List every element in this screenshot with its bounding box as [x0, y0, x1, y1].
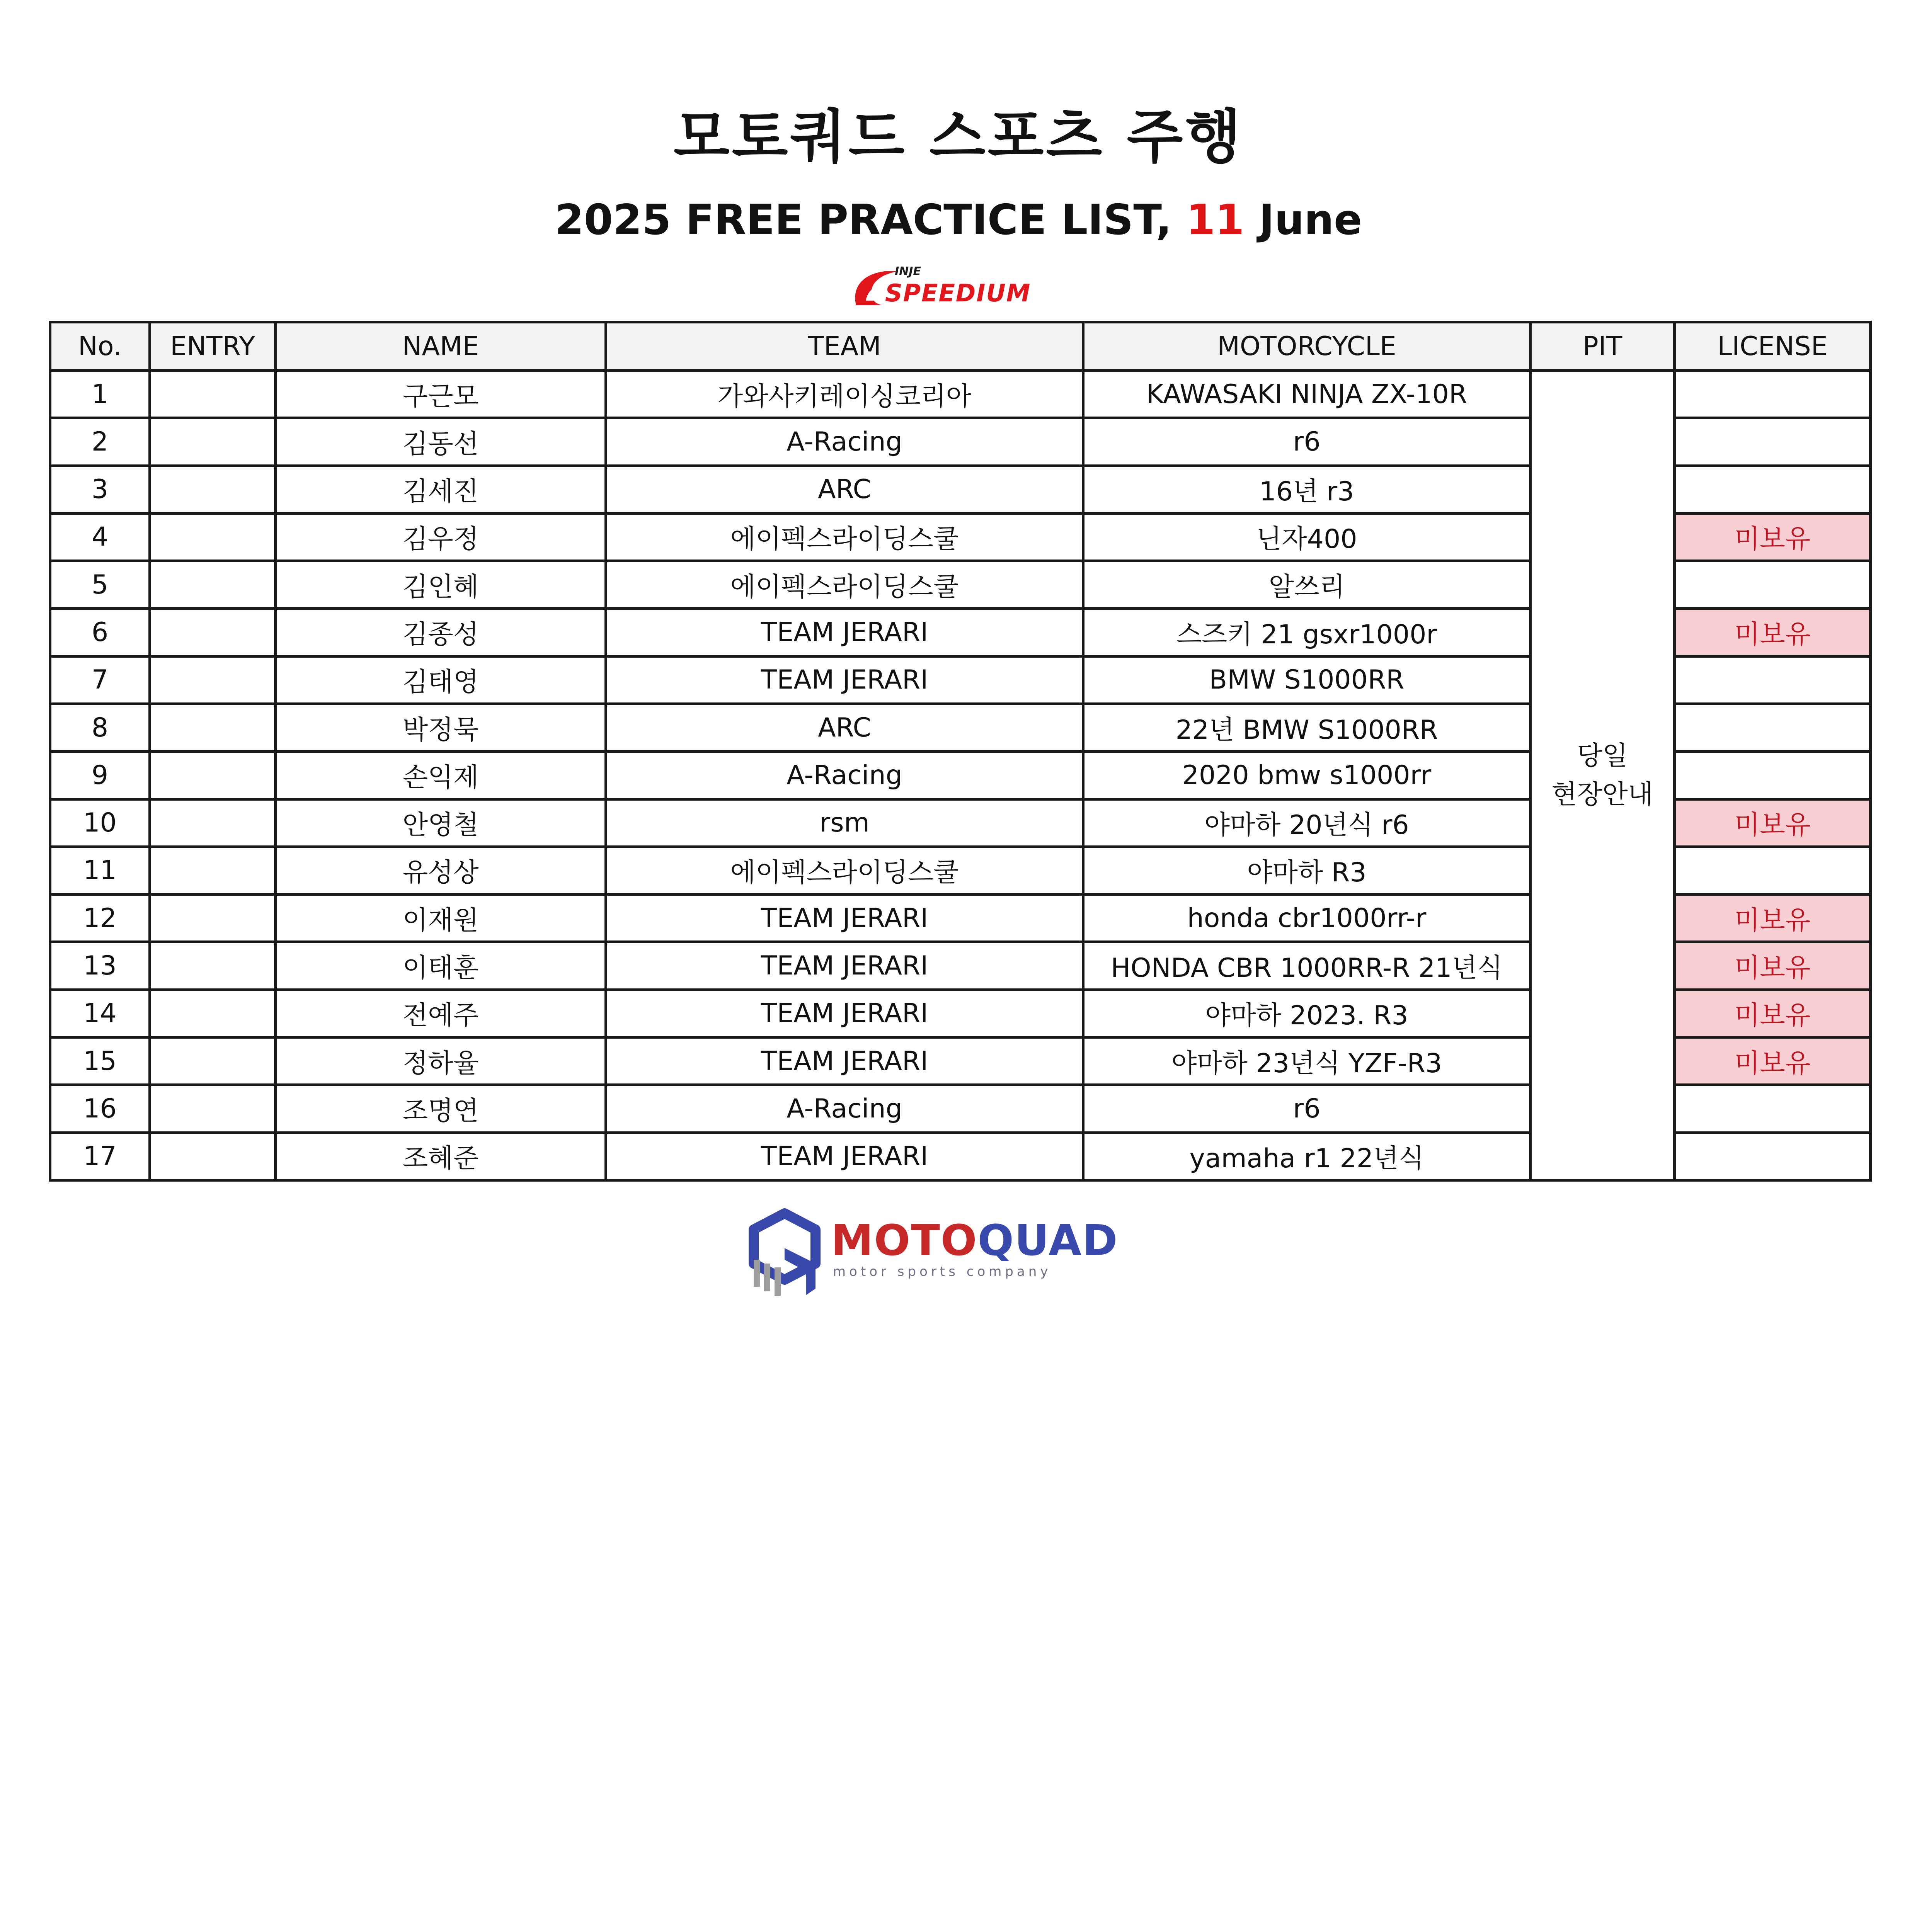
cell-entry	[150, 418, 276, 466]
cell-motorcycle: yamaha r1 22년식	[1083, 1133, 1531, 1180]
cell-name: 이태훈	[276, 942, 606, 990]
col-header-name: NAME	[276, 322, 606, 371]
cell-team: TEAM JERARI	[606, 1037, 1083, 1085]
cell-name: 이재원	[276, 895, 606, 942]
cell-license	[1675, 847, 1871, 894]
cell-no: 10	[50, 799, 150, 847]
cell-team: A-Racing	[606, 418, 1083, 466]
cell-motorcycle: 2020 bmw s1000rr	[1083, 752, 1531, 799]
cell-no: 1	[50, 371, 150, 418]
cell-name: 김태영	[276, 656, 606, 704]
cell-license	[1675, 466, 1871, 513]
subtitle-day: 11	[1186, 196, 1245, 244]
cell-name: 손익제	[276, 752, 606, 799]
cell-name: 전예주	[276, 990, 606, 1037]
cell-no: 8	[50, 704, 150, 751]
cell-team: ARC	[606, 466, 1083, 513]
cell-entry	[150, 704, 276, 751]
cell-team: A-Racing	[606, 1085, 1083, 1133]
cell-no: 17	[50, 1133, 150, 1180]
motoquad-tagline: motor sports company	[833, 1264, 1052, 1279]
cell-entry	[150, 990, 276, 1037]
cell-entry	[150, 656, 276, 704]
cell-no: 6	[50, 609, 150, 656]
cell-motorcycle: r6	[1083, 418, 1531, 466]
cell-name: 정하율	[276, 1037, 606, 1085]
cell-license	[1675, 752, 1871, 799]
motoquad-wordmark-moto: MOTO	[831, 1216, 978, 1265]
cell-team: TEAM JERARI	[606, 1133, 1083, 1180]
cell-team: 에이펙스라이딩스쿨	[606, 847, 1083, 894]
cell-motorcycle: 22년 BMW S1000RR	[1083, 704, 1531, 751]
cell-license	[1675, 704, 1871, 751]
cell-entry	[150, 466, 276, 513]
cell-entry	[150, 1037, 276, 1085]
cell-license	[1675, 1133, 1871, 1180]
col-header-entry: ENTRY	[150, 322, 276, 371]
cell-motorcycle: 야마하 20년식 r6	[1083, 799, 1531, 847]
cell-name: 김동선	[276, 418, 606, 466]
cell-no: 7	[50, 656, 150, 704]
motoquad-wordmark	[831, 1216, 1118, 1265]
cell-entry	[150, 609, 276, 656]
cell-team: TEAM JERARI	[606, 656, 1083, 704]
cell-license	[1675, 1085, 1871, 1133]
cell-motorcycle: 스즈키 21 gsxr1000r	[1083, 609, 1531, 656]
page-subtitle	[0, 191, 1917, 249]
cell-license	[1675, 418, 1871, 466]
cell-entry	[150, 561, 276, 609]
cell-motorcycle: 야마하 23년식 YZF-R3	[1083, 1037, 1531, 1085]
cell-license-missing: 미보유	[1675, 799, 1871, 847]
cell-team: TEAM JERARI	[606, 990, 1083, 1037]
inje-speedium-logo	[848, 263, 1073, 309]
cell-team: 가와사키레이싱코리아	[606, 371, 1083, 418]
cell-motorcycle: r6	[1083, 1085, 1531, 1133]
cell-team: 에이펙스라이딩스쿨	[606, 513, 1083, 561]
cell-license-missing: 미보유	[1675, 942, 1871, 990]
cell-team: 에이펙스라이딩스쿨	[606, 561, 1083, 609]
cell-name: 조혜준	[276, 1133, 606, 1180]
cell-license	[1675, 656, 1871, 704]
cell-no: 9	[50, 752, 150, 799]
cell-no: 11	[50, 847, 150, 894]
cell-name: 김종성	[276, 609, 606, 656]
cell-license	[1675, 371, 1871, 418]
cell-license-missing: 미보유	[1675, 895, 1871, 942]
cell-name: 구근모	[276, 371, 606, 418]
cell-motorcycle: 닌자400	[1083, 513, 1531, 561]
cell-no: 3	[50, 466, 150, 513]
cell-name: 김세진	[276, 466, 606, 513]
motoquad-cube-icon	[754, 1213, 815, 1296]
table-header-row	[50, 322, 1871, 371]
cell-name: 조명연	[276, 1085, 606, 1133]
col-header-team: TEAM	[606, 322, 1083, 371]
cell-name: 박정묵	[276, 704, 606, 751]
col-header-motorcycle: MOTORCYCLE	[1083, 322, 1531, 371]
cell-motorcycle: 알쓰리	[1083, 561, 1531, 609]
cell-no: 14	[50, 990, 150, 1037]
motoquad-logo	[748, 1206, 1134, 1306]
cell-motorcycle: 야마하 R3	[1083, 847, 1531, 894]
cell-motorcycle: 16년 r3	[1083, 466, 1531, 513]
practice-list-table	[49, 321, 1872, 1182]
cell-license-missing: 미보유	[1675, 990, 1871, 1037]
cell-no: 2	[50, 418, 150, 466]
cell-entry	[150, 371, 276, 418]
page-title: 모토쿼드 스포츠 주행	[673, 104, 1244, 171]
cell-team: TEAM JERARI	[606, 942, 1083, 990]
cell-name: 안영철	[276, 799, 606, 847]
col-header-no: No.	[50, 322, 150, 371]
cell-team: ARC	[606, 704, 1083, 751]
cell-team: A-Racing	[606, 752, 1083, 799]
cell-no: 15	[50, 1037, 150, 1085]
cell-license	[1675, 561, 1871, 609]
cell-motorcycle: HONDA CBR 1000RR-R 21년식	[1083, 942, 1531, 990]
cell-motorcycle: 야마하 2023. R3	[1083, 990, 1531, 1037]
motoquad-wordmark-quad: QUAD	[977, 1216, 1119, 1265]
table-row	[50, 371, 1871, 418]
cell-motorcycle: honda cbr1000rr-r	[1083, 895, 1531, 942]
cell-entry	[150, 513, 276, 561]
cell-name: 유성상	[276, 847, 606, 894]
cell-motorcycle: KAWASAKI NINJA ZX-10R	[1083, 371, 1531, 418]
cell-name: 김인혜	[276, 561, 606, 609]
cell-team: rsm	[606, 799, 1083, 847]
subtitle-prefix: 2025 FREE PRACTICE LIST,	[555, 196, 1187, 244]
cell-entry	[150, 1133, 276, 1180]
cell-license-missing: 미보유	[1675, 513, 1871, 561]
speedium-small-text: INJE	[895, 265, 921, 278]
cell-name: 김우정	[276, 513, 606, 561]
cell-motorcycle: BMW S1000RR	[1083, 656, 1531, 704]
cell-entry	[150, 847, 276, 894]
cell-no: 5	[50, 561, 150, 609]
pit-note-line1: 당일	[1577, 740, 1628, 771]
cell-license-missing: 미보유	[1675, 1037, 1871, 1085]
cell-entry	[150, 799, 276, 847]
cell-pit-note	[1531, 371, 1675, 1180]
cell-entry	[150, 895, 276, 942]
speedium-main-text: SPEEDIUM	[885, 279, 1031, 307]
subtitle-suffix: June	[1244, 196, 1362, 244]
cell-entry	[150, 1085, 276, 1133]
cell-team: TEAM JERARI	[606, 895, 1083, 942]
col-header-license: LICENSE	[1675, 322, 1871, 371]
pit-note-line2: 현장안내	[1551, 779, 1653, 810]
cell-no: 13	[50, 942, 150, 990]
cell-no: 4	[50, 513, 150, 561]
cell-no: 16	[50, 1085, 150, 1133]
cell-entry	[150, 752, 276, 799]
cell-entry	[150, 942, 276, 990]
col-header-pit: PIT	[1531, 322, 1675, 371]
cell-license-missing: 미보유	[1675, 609, 1871, 656]
cell-no: 12	[50, 895, 150, 942]
cell-team: TEAM JERARI	[606, 609, 1083, 656]
